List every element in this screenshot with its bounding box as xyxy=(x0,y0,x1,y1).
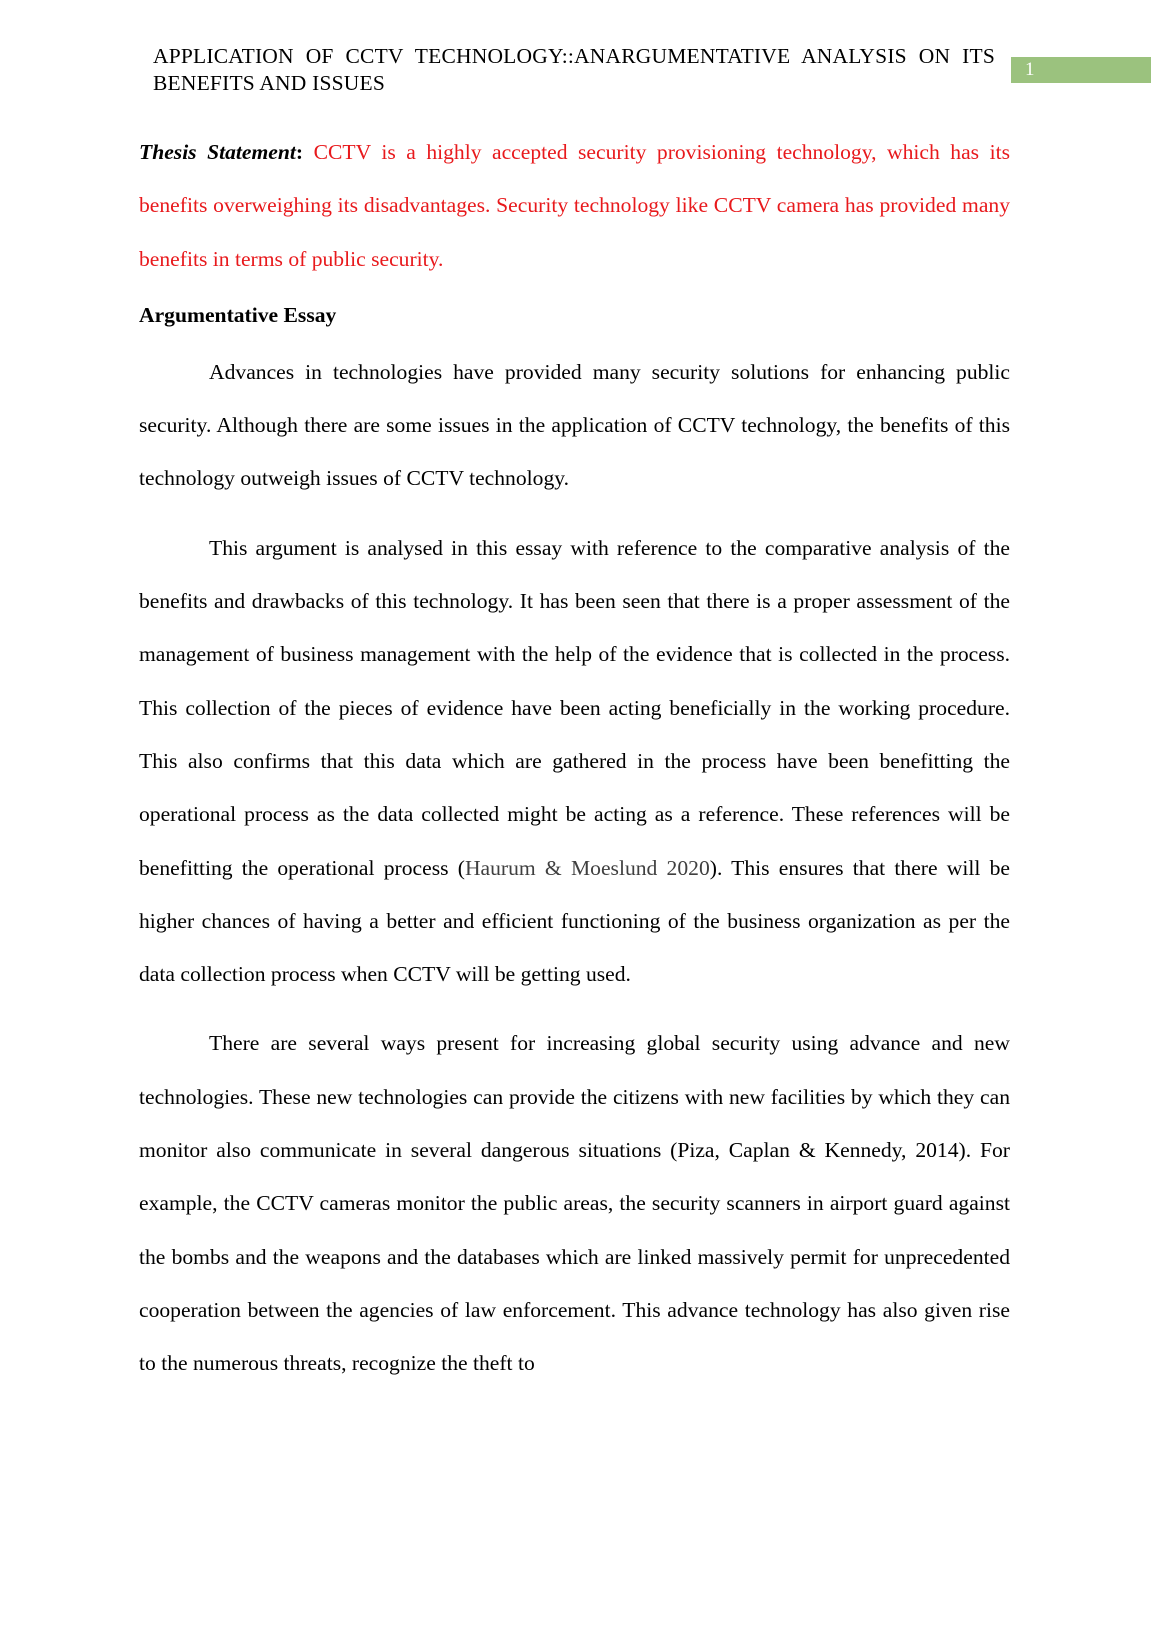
page-body xyxy=(139,126,1010,1391)
thesis-text: CCTV is a highly accepted security provisioning technology, which has its benefits overweighing its disadvantages. Security technology like CCTV camera has provided many benefits in terms of public security. xyxy=(139,140,1010,271)
paragraph-3: There are several ways present for increasing global security using advance and new technologies. These new technologies can provide the citizens with new facilities by which they can monitor also communicate in several dangerous situations (Piza, Caplan & Kennedy, 2014). For example, the CCTV cameras monitor the public areas, the security scanners in airport guard against the bombs and the weapons and the databases which are linked massively permit for unprecedented cooperation between the agencies of law enforcement. This advance technology has also given rise to the numerous threats, recognize the theft to xyxy=(139,1031,1010,1376)
paragraph-2-text-after: ). This ensures that there will be higher chances of having a better and efficient functioning of the business organization as per the data collection process when CCTV will be getting used. xyxy=(139,855,1010,987)
citation: Haurum & Moeslund 2020 xyxy=(464,855,710,880)
thesis-statement xyxy=(139,126,1010,286)
thesis-label: Thesis Statement xyxy=(139,140,296,164)
paragraph-1: Advances in technologies have provided many security solutions for enhancing public security. Although there are some issues in the application of CCTV technology, the benefits of this technology outweigh issues of CCTV technology. xyxy=(139,359,1010,491)
page-number: 1 xyxy=(1011,57,1151,83)
paragraph-2 xyxy=(139,522,1010,1002)
thesis-colon: : xyxy=(295,140,304,164)
section-heading: Argumentative Essay xyxy=(139,302,337,327)
running-head: APPLICATION OF CCTV TECHNOLOGY::ANARGUMENTATIVE ANALYSIS ON ITS BENEFITS AND ISSUES xyxy=(153,44,995,95)
paragraph-2-text-before: This argument is analysed in this essay with reference to the comparative analysis of the benefits and drawbacks of this technology. It has been seen that there is a proper assessment of the management of business management with the help of the evidence that is collected in the process. This collection of the pieces of evidence have been acting beneficially in the working procedure. This also confirms that this data which are gathered in the process have been benefitting the operational process as the data collected might be acting as a reference. These references will be benefitting the operational process ( xyxy=(139,535,1010,880)
